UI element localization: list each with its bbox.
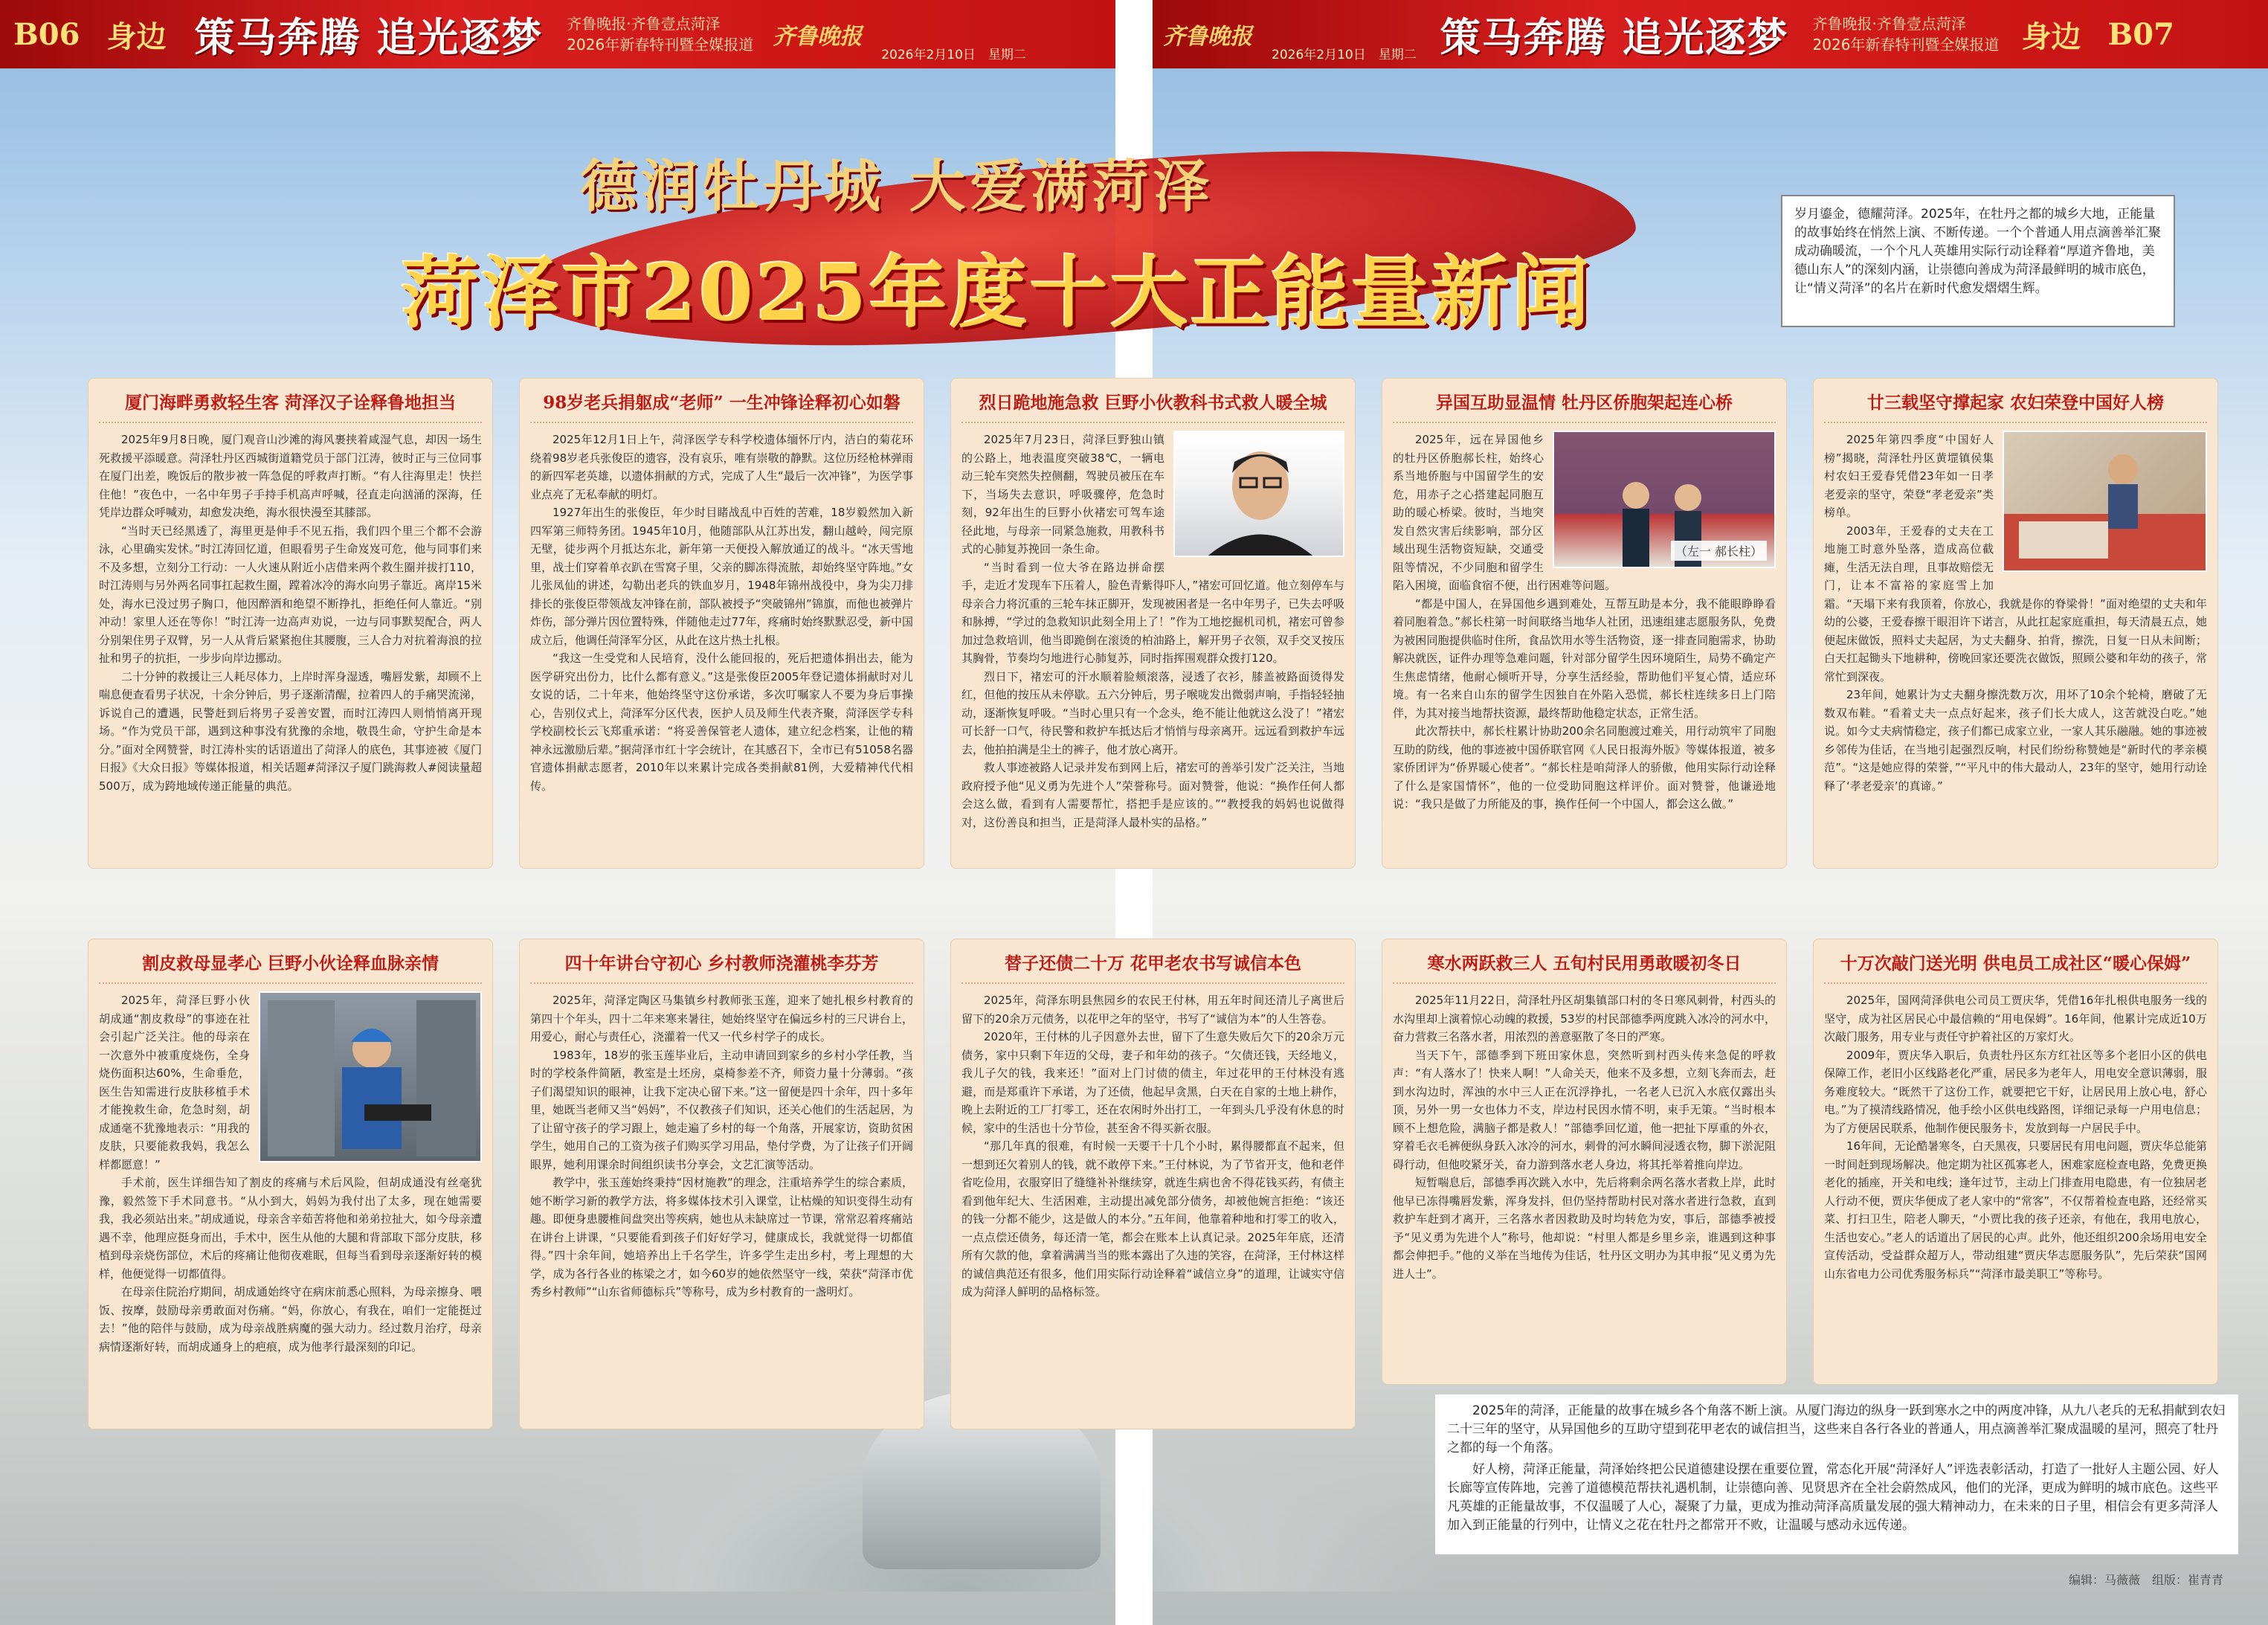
card-paragraph: 二十分钟的救援让三人耗尽体力，上岸时浑身湿透，嘴唇发紫，却顾不上喘息便查看男子状况，十余分钟后，男子逐渐清醒，拉着四人的手痛哭流涕，诉说自己的遭遇，民警赶到后将男子妥善安置，而时江涛四人则悄悄离开现场。“作为党员干部，遇到这种事没有犹豫的余地，敬畏生命，守护生命是本分。”面对全网赞誉，时江涛朴实的话语道出了菏泽人的底色，其事迹被《厦门日报》《大众日报》等媒体报道，相关话题#菏泽汉子厦门跳海救人#阅读量超500万，成为跨地域传递正能量的典范。 [99,669,482,793]
card-paragraph: 2003年，王爱春的丈夫在工地施工时意外坠落，造成高位截瘫，生活无法自理，且事故赔偿无门，让本不富裕的家庭雪上加霜。“天塌下来有我顶着，你放心，我就是你的脊梁骨！”面对绝望的丈夫和年幼的公婆，王爱春擦干眼泪许下诺言，从此扛起家庭重担，每天清晨五点，她便起床做饭，照料丈夫起居，为丈夫翻身、拍背，擦洗，日复一日从未间断；白天扛起锄头下地耕种，傍晚回家还要洗衣做饭，照顾公婆和年幼的孩子，常常忙到深夜。 [1824,524,2207,683]
card-paragraph: 此次帮扶中，郝长柱累计协助200余名同胞渡过难关，用行动筑牢了同胞互助的防线，他的事迹被中国侨联官网《人民日报海外版》等媒体报道，被多家侨团评为“侨界暖心使者”。“郝长柱是咱菏泽人的骄傲，他用实际行动诠释了什么是家国情怀”，他的一位受助同胞这样评价。面对赞誉，他谦逊地说：“我只是做了力所能及的事，换作任何一个中国人，都会这么做。” [1393,724,1776,811]
card-paragraph: 16年间，无论酷暑寒冬，白天黑夜，只要居民有用电问题，贾庆华总能第一时间赶到现场解决。他定期为社区孤寡老人，困难家庭检查电路，免费更换老化的插座，开关和电线；逢年过节，主动上门排查用电隐患，有一位独居老人行动不便，贾庆华便成了老人家中的“常客”，不仅帮着检查电路，还经常买菜、打扫卫生，陪老人聊天，“小贾比我的孩子还亲，有他在，我用电放心，生活也安心。”老人的话道出了居民的心声。此外，他还组织200余场用电安全宣传活动，受益群众超万人，带动组建“贾庆华志愿服务队”，先后荣获“国网山东省电力公司优秀服务标兵”“菏泽市最美职工”等称号。 [1824,1139,2207,1281]
news-card-2 [519,378,924,869]
news-card-10 [1813,939,2218,1385]
editor-credit: 编辑：马薇薇 组版：崔青青 [2068,1573,2223,1587]
card-title: 厦门海畔勇救轻生客 菏泽汉子诠释鲁地担当 [99,390,482,423]
news-card-8 [950,939,1356,1429]
title-banner [402,134,1666,357]
closing-paragraph: 2025年的菏泽，正能量的故事在城乡各个角落不断上演。从厦门海边的纵身一跃到寒水之中的两度冲锋，从九八老兵的无私捐献到农妇二十三年的坚守，从异国他乡的互助守望到花甲老农的诚信担当，这些来自各行各业的普通人，用点滴善举汇聚成温暖的星河，照亮了牡丹之都的每一个角落。 [1447,1403,2226,1455]
card-paragraph: 烈日下，褚宏可的汗水顺着脸颊滚落，浸透了衣衫，膝盖被路面烫得发红，但他的按压从未停歇。五六分钟后，男子喉咙发出微弱声响，手指轻轻抽动，逐渐恢复呼吸。“当时心里只有一个念头，绝不能让他就这么没了！”褚宏可长舒一口气，待民警和救护车抵达后才悄悄与母亲离开。远远看到救护车远去，他拍拍满是尘土的裤子，他才放心离开。 [961,669,1344,756]
card-title: 异国互助显温情 牡丹区侨胞架起连心桥 [1393,390,1776,423]
news-card-3 [950,378,1356,869]
section-left: 身边 [106,19,167,54]
title-line2: 菏泽市2025年度十大正能量新闻 [402,247,1593,338]
sub2-left: 2026年新春特刊暨全媒报道 [567,36,754,54]
date-right: 2026年2月10日 星期二 [1272,48,1417,62]
card-title: 割皮救母显孝心 巨野小伙诠释血脉亲情 [99,951,482,984]
card-paragraph: 2025年第四季度“中国好人榜”揭晓，菏泽牡丹区黄堽镇侯集村农妇王爱春凭借23年如一日孝老爱亲的坚守，荣登“孝老爱亲”类榜单。 [1824,433,1994,519]
date-left: 2026年2月10日 星期二 [881,48,1026,62]
worker-photo [259,991,482,1162]
header-left [0,0,1115,68]
header-right [1153,0,2268,68]
news-card-4 [1382,378,1787,869]
news-card-9 [1382,939,1787,1385]
card-paragraph: 2025年11月22日，菏泽牡丹区胡集镇部口村的冬日寒风刺骨，村西头的水沟里却上演着惊心动魄的救援，53岁的村民部德季两度跳入冰冷的河水中，奋力营救三名落水者，用浓烈的善意驱散了冬日的严寒。 [1393,994,1776,1043]
news-card-7 [519,939,924,1429]
card-title: 四十年讲台守初心 乡村教师浇灌桃李芬芳 [530,951,913,984]
card-paragraph: 短暂喘息后，部德季再次跳入水中，先后将剩余两名落水者救上岸，此时他早已冻得嘴唇发紫，浑身发抖，但仍坚持帮助村民对落水者进行急救，直到救护车赶到才离开，三名落水者因救助及时均转危为安，事后，部德季被授予“见义勇为先进个人”称号，他却说：“村里人都是乡里乡亲，谁遇到这种事都会伸把手。”他的义举在当地传为佳话，牡丹区文明办为其申报“见义勇为先进人士”。 [1393,1176,1776,1281]
home-photo [2003,431,2207,572]
logo-left: 齐鲁晚报 [773,24,863,50]
card-paragraph: “我这一生受党和人民培育，没什么能回报的，死后把遗体捐出去，能为医学研究出份力，比什么都有意义。”这是张俊臣2005年登记遗体捐献时对儿女说的话，二十年来，他始终坚守这份承诺，多次叮嘱家人不要为身后事操心，告别仪式上，菏泽军分区代表，医护人员及师生代表齐聚，菏泽医学专科学校副校长云飞郑重承诺：“将妥善保管老人遗体，建立纪念档案，让他的精神永远激励后辈。”据菏泽市红十字会统计，在其感召下，全市已有51058名器官遗体捐献志愿者，2010年以来累计完成各类捐献81例，大爱精神代代相传。 [530,651,913,793]
card-paragraph: 2025年，国网菏泽供电公司员工贾庆华，凭借16年扎根供电服务一线的坚守，成为社区居民心中最信赖的“用电保姆”。16年间，他累计完成近10万次敲门服务，用专业与责任守护着社区的万家灯火。 [1824,994,2207,1043]
card-paragraph: 当天下午，部德季到下班田家休息，突然听到村西头传来急促的呼救声：“有人落水了！快来人啊！”人命关天，他来不及多想，立刻飞奔而去，赶到水沟边时，浑浊的水中三人正在沉浮挣扎，一名老人已沉入水底仅露出头顶，另外一男一女也体力不支，岸边村民因水情不明，束手无策。“当时根本顾不上想危险，满脑子都是救人！”部德季回忆道，他一把扯下厚重的外衣，穿着毛衣毛裤便纵身跃入冰冷的河水，刺骨的河水瞬间浸透衣物，脚下淤泥阻碍行动，但他咬紧牙关，奋力游到落水老人身边，将其托举着推向岸边。 [1393,1048,1776,1171]
card-title: 98岁老兵捐躯成“老师” 一生冲锋诠释初心如磐 [530,390,913,423]
card-paragraph: 2009年，贾庆华入职后，负责牡丹区东方红社区等多个老旧小区的供电保障工作，老旧小区线路老化严重，居民多为老年人，用电安全意识薄弱，服务难度较大。“既然干了这份工作，就要把它干好，让居民用上放心电，舒心电。”为了摸清线路情况，他手绘小区供电线路图，详细记录每一户用电信息；为了方便居民联系，他制作便民服务卡，发放到每一户居民手中。 [1824,1048,2207,1135]
news-card-5 [1813,378,2218,869]
card-paragraph: 救人事迹被路人记录并发布到网上后，褚宏可的善举引发广泛关注，当地政府授予他“见义勇为先进个人”荣誉称号。面对赞誉，他说：“换作任何人都会这么做，看到有人需要帮忙，搭把手是应该的。”“教授我的妈妈也说做得对，这份善良和担当，正是菏泽人最朴实的品格。” [961,761,1344,829]
page-number-right: B07 [2107,16,2174,52]
card-paragraph: 2025年，菏泽定陶区马集镇乡村教师张玉莲，迎来了她扎根乡村教育的第四十个年头，四十二年来寒来暑往，她始终坚守在偏远乡村的三尺讲台上，用爱心，耐心与责任心，浇灌着一代又一代乡村学子的成长。 [530,994,913,1043]
card-paragraph: 2025年12月1日上午，菏泽医学专科学校遗体缅怀厅内，洁白的菊花环绕着98岁老兵张俊臣的遗容，没有哀乐，唯有崇敬的静默。这位历经枪林弹雨的新四军老英雄，以遗体捐献的方式，完成了人生“最后一次冲锋”，为医学事业点亮了无私奉献的明灯。 [530,433,913,501]
card-paragraph: 2025年，菏泽东明县焦园乡的农民王付林，用五年时间还清儿子离世后留下的20余万元债务，以花甲之年的坚守，书写了“诚信为本”的人生答卷。 [961,994,1344,1026]
card-paragraph: 2020年，王付林的儿子因意外去世，留下了生意失败后欠下的20余万元债务，家中只剩下年迈的父母，妻子和年幼的孩子。“欠债还钱，天经地义，我儿子欠的钱，我来还！”面对上门讨债的债主，年过花甲的王付林没有逃避，而是郑重许下承诺，为了还债，他起早贪黑，白天在自家的土地上耕作，晚上去附近的工厂打零工，还在农闲时外出打工，一年到头几乎没有休息的时候，家中的生活也十分节俭，甚至舍不得买新衣服。 [961,1030,1344,1135]
card-title: 烈日跪地施急救 巨野小伙教科书式救人暖全城 [961,390,1344,423]
slogan-left: 策马奔腾 追光逐梦 [194,13,544,61]
card-paragraph: 2025年9月8日晚，厦门观音山沙滩的海风裹挟着咸湿气息，却因一场生死救援平添暖意。菏泽牡丹区西城街道籍党员于部门江涛，彼时正与三位同事在厦门出差，晚饭后的散步被一阵急促的呼救声打断。“有人往海里走！快拦住他！”夜色中，一名中年男子手持手机高声呼喊，径直走向汹涌的深海，任凭岸边群众呼喊劝，却愈发决绝，海水很快漫至其膝部。 [99,433,482,519]
sub1-right: 齐鲁晚报·齐鲁壹点菏泽 [1812,15,1966,33]
page-number-left: B06 [13,16,80,52]
card-title: 替子还债二十万 花甲老农书写诚信本色 [961,951,1344,984]
card-paragraph: 2025年，远在异国他乡的牡丹区侨胞郝长柱，始终心系当地侨胞与中国留学生的安危，用赤子之心搭建起同胞互助的暖心桥梁。彼时，当地突发自然灾害后续影响，部分区域出现生活物资短缺，交通受阻等情况，不少同胞和留学生陷入困境，面临食宿不便，出行困难等问题。 [1393,433,1617,592]
intro-box: 岁月鎏金，德耀菏泽。2025年，在牡丹之都的城乡大地，正能量的故事始终在悄然上演、不断传递。一个个普通人用点滴善举汇聚成动确暖流，一个个凡人英雄用实际行动诠释着“厚道齐鲁地，美德山东人”的深刻内涵，让崇德向善成为菏泽最鲜明的城市底色，让“情义菏泽”的名片在新时代愈发熠熠生辉。 [1781,195,2175,327]
card-paragraph: 1927年出生的张俊臣，年少时目睹战乱中百姓的苦难，18岁毅然加入新四军第三师特务团。1945年10月，他随部队从江苏出发，翻山越岭，闯完原无壁，徒步两个月抵达东北，新年第一天便投入解放通辽的战斗。“冰天雪地里，战士们穿着单衣趴在雪窝子里，父亲的脚冻得流脓，却始终坚守阵地。”女儿张凤仙的讲述，勾勒出老兵的铁血岁月，1948年锦州战役中，身为尖刀排排长的张俊臣带领战友冲锋在前，部队被授予“突破锦州”锦旗，而他也被弹片炸伤，部分弹片因位置特殊，伴随他走过77年，疼痛时始终默默忍受，新中国成立后，他调任菏泽军分区，从此在这片热土扎根。 [530,506,913,647]
card-paragraph: 23年间，她累计为丈夫翻身擦洗数万次，用坏了10余个轮椅，磨破了无数双布鞋。“看着丈夫一点点好起来，孩子们长大成人，这苦就没白吃。”她说。如今丈夫病情稳定，孩子们都已成家立业，一家人其乐融融。她的事迹被乡邻传为佳话，在当地引起强烈反响，村民们纷纷称赞她是“新时代的孝亲模范”。“这是她应得的荣誉，”“平凡中的伟大最动人，23年的坚守，她用行动诠释了‘孝老爱亲’的真谛。” [1824,688,2207,793]
sub2-right: 2026年新春特刊暨全媒报道 [1812,36,2000,54]
title-line1: 德润牡丹城 大爱满菏泽 [580,153,1214,219]
card-paragraph: 手术前，医生详细告知了割皮的疼痛与术后风险，但胡成通没有丝毫犹豫，毅然签下手术同意书。“从小到大，妈妈为我付出了太多，现在她需要我，我必须站出来。”胡成通说，母亲含辛茹苦将他和弟弟拉扯大，如今母亲遭遇不幸，他理应挺身而出，手术中，医生从他的大腿和背部取下部分皮肤，移植到母亲烧伤部位，术后的疼痛让他彻夜难眠，但每当看到母亲逐渐好转的模样，他便觉得一切都值得。 [99,1176,482,1281]
card-title: 十万次敲门送光明 供电员工成社区“暖心保姆” [1824,951,2207,984]
closing-paragraph: 好人榜，菏泽正能量，菏泽始终把公民道德建设摆在重要位置，常态化开展“菏泽好人”评选表彰活动，打造了一批好人主题公园、好人长廊等宣传阵地，完善了道德模范帮扶礼遇机制，让崇德向善、见贤思齐在全社会蔚然成风，他们的光泽，更成为鲜明的城市底色。这些平凡英雄的正能量故事，不仅温暖了人心，凝聚了力量，更成为推动菏泽高质量发展的强大精神动力，在未来的日子里，相信会有更多菏泽人加入到正能量的行列中，让情义之花在牡丹之都常开不败，让温暖与感动永远传递。 [1447,1462,2219,1533]
card-paragraph: “那几年真的很难，有时候一天要干十几个小时，累得腰都直不起来，但一想到还欠着别人的钱，就不敢停下来。”王付林说，为了节省开支，他和老伴省吃俭用，衣服穿旧了缝缝补补继续穿，就连生病也舍不得花钱买药，有债主看到他年纪大、生活困难，主动提出减免部分债务，却被他婉言拒绝：“该还的钱一分都不能少，这是做人的本分。”五年间，他靠着种地和打零工的收入，一点点偿还债务，每还清一笔，都会在账本上认真记录。2025年年底，还清所有欠款的他，拿着满满当当的账本露出了久违的笑容，在菏泽，王付林这样的诚信典范还有很多，他们用实际行动诠释着“诚信立身”的道理，让诚实守信成为菏泽人鲜明的品格标签。 [961,1139,1344,1299]
card-paragraph: 在母亲住院治疗期间，胡成通始终守在病床前悉心照料，为母亲擦身、喂饭、按摩，鼓励母亲勇敢面对伤痛。“妈，你放心，有我在，咱们一定能挺过去！”他的陪伴与鼓励，成为母亲战胜病魔的强大动力。经过数月治疗，母亲病情逐渐好转，而胡成通身上的疤痕，成为他孝行最深刻的印记。 [99,1285,482,1354]
card-title: 廿三载坚守撑起家 农妇荣登中国好人榜 [1824,390,2207,423]
slogan-right: 策马奔腾 追光逐梦 [1440,13,1789,61]
card-paragraph: 2025年7月23日，菏泽巨野独山镇的公路上，地表温度突破38℃，一辆电动三轮车突然失控侧翻，驾驶员被压在车下，当场失去意识，呼吸骤停，危急时刻，92年出生的巨野小伙褚宏可驾车途径此地，与母亲一同紧急施救，用教科书式的心肺复苏挽回一条生命。 [961,433,1164,556]
card-paragraph: 教学中，张玉莲始终秉持“因材施教”的理念，注重培养学生的综合素质，她不断学习新的教学方法，将多媒体技术引入课堂，让枯燥的知识变得生动有趣。即便身患腰椎间盘突出等疾病，她也从未缺席过一节课，常常忍着疼痛站在讲台上讲课，“只要能看到孩子们好好学习，健康成长，我就觉得一切都值得。”四十余年间，她培养出上千名学生，许多学生走出乡村，考上理想的大学，成为各行各业的栋梁之才，如今60岁的她依然坚守一线，荣获“菏泽市优秀乡村教师”“山东省师德标兵”等称号，成为乡村教育的一盏明灯。 [530,1176,913,1299]
logo-right: 齐鲁晚报 [1163,24,1252,50]
portrait-photo [1173,431,1344,557]
card-paragraph: 2025年，菏泽巨野小伙胡成通“割皮救母”的事迹在社会引起广泛关注。他的母亲在一次意外中被重度烧伤，全身烧伤面积达60%，生命垂危，医生告知需进行皮肤移植手术才能挽救生命，危急时刻，胡成通毫不犹豫地表示：“用我的皮肤，只要能救我妈，我怎么样都愿意！” [99,994,250,1171]
card-paragraph: “都是中国人，在异国他乡遇到难处，互帮互助是本分，我不能眼睁睁看着同胞着急。”郝长柱第一时间联络当地华人社团，迅速组建志愿服务队，免费为被困同胞提供临时住所，食品饮用水等生活物资，逐一排查同胞需求，协助解决就医，证件办理等急难问题，针对部分留学生因环境陌生，局势不确定产生焦虑情绪，他耐心倾听开导，分享生活经验，帮助他们平复心情，适应环境。有一名来自山东的留学生因独自在外陷入恐慌，郝长柱连续多日上门陪伴，为其对接当地帮扶资源，最终帮助他稳定状态，正常生活。 [1393,596,1776,720]
card-paragraph: 1983年，18岁的张玉莲毕业后，主动申请回到家乡的乡村小学任教，当时的学校条件简陋，教室是土坯房，桌椅参差不齐，师资力量十分薄弱。“孩子们渴望知识的眼神，让我下定决心留下来。”这一留便是四十余年，四十多年里，她既当老师又当“妈妈”，不仅教孩子们知识，还关心他们的生活起居，为了让留守孩子的学习跟上，她走遍了乡村的每一个角落，开展家访，资助贫困学生，她用自己的工资为孩子们购买学习用品，垫付学费，为了让孩子们开阔眼界，她利用课余时间组织读书分享会，文艺汇演等活动。 [530,1048,913,1171]
group-photo [1553,431,1776,568]
news-card-6 [88,939,493,1429]
news-card-1 [88,378,493,869]
closing-box [1435,1394,2238,1554]
card-paragraph: “当时天已经黑透了，海里更是伸手不见五指，我们四个里三个都不会游泳，心里确实发怵。”时江涛回忆道，但眼看男子生命岌岌可危，他与同事们来不及多想，立刻分工行动：一人火速从附近小店借来两个救生圈并拔打110，时江涛则与另外两名同事扛起救生圈，蹚着冰冷的海水向男子靠近。离岸15米处，海水已没过男子胸口，他因醉酒和绝望不断挣扎，拒绝任何人靠近。“别冲动！家里人还在等你！”时江涛一边高声劝说，一边与同事默契配合，两人分别架住男子双臂，另一人从背后紧紧抱住其腰腹，三人合力对抗着海浪的拉扯和男子的抗拒，一步步向岸边挪动。 [99,524,482,665]
card-paragraph: “当时看到一位大爷在路边拼命摆手，走近才发现车下压着人，脸色青紫得吓人，”褚宏可回忆道。他立刻停车与母亲合力将沉重的三轮车抹正脚开，发现被困者是一名中年男子，已失去呼吸和脉搏，“学过的急救知识此刻全用上了！”作为工地挖掘机司机，褚宏可曾参加过急救培训，他当即跪倒在滚烫的柏油路上，解开男子衣领，双手交叉按压其胸骨，节奏均匀地进行心肺复苏，同时指挥围观群众拨打120。 [961,560,1344,665]
card-title: 寒水两跃救三人 五旬村民用勇敢暖初冬日 [1393,951,1776,984]
photo-caption: （左一 郝长柱） [1671,541,1767,561]
section-right: 身边 [2021,19,2081,54]
sub1-left: 齐鲁晚报·齐鲁壹点菏泽 [567,15,721,33]
